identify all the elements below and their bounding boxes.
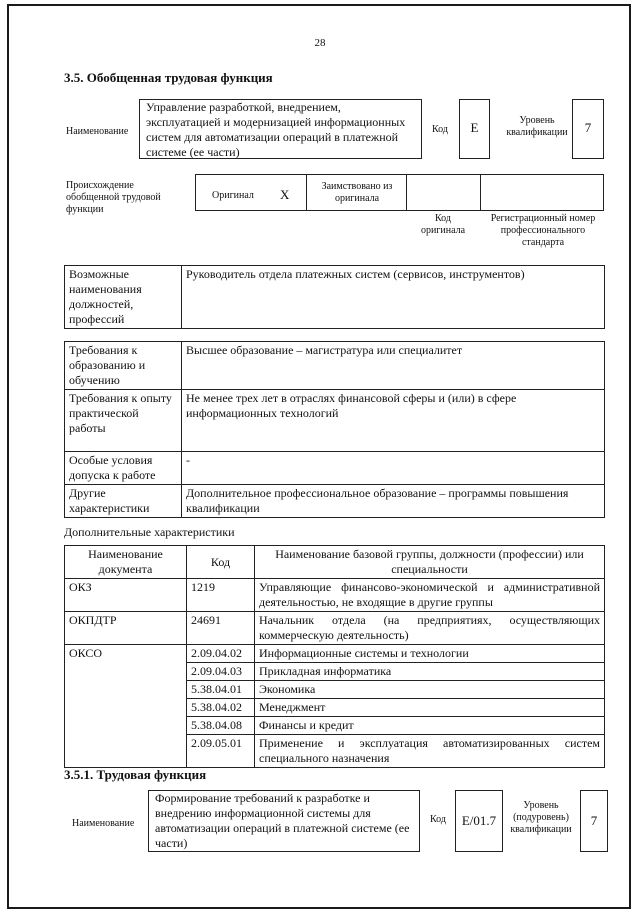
additional-table <box>64 545 605 768</box>
req-education-label: Требования к образованию и обучению <box>65 342 182 390</box>
sub-code-label: Код <box>430 814 446 825</box>
okz-name: Управляющие финансово-экономической и административной деятельностью, не входящие в другие группы <box>255 579 605 612</box>
req-other-value: Дополнительное профессиональное образование – программы повышения квалификации <box>182 485 605 518</box>
req-experience-label: Требования к опыту практической работы <box>65 390 182 452</box>
okpdtr-name: Начальник отдела (на предприятиях, осуществляющих коммерческую деятельность) <box>255 612 605 645</box>
okso-code: 2.09.05.01 <box>187 735 255 768</box>
okpdtr-code: 24691 <box>187 612 255 645</box>
okso-code: 2.09.04.03 <box>187 663 255 681</box>
additional-heading: Дополнительные характеристики <box>64 525 235 539</box>
sub-level-box <box>580 790 608 852</box>
okpdtr-doc: ОКПДТР <box>65 612 187 645</box>
sub-code-value: E/01.7 <box>461 813 497 828</box>
okso-code: 2.09.04.02 <box>187 645 255 663</box>
code-box <box>459 99 490 159</box>
okz-code: 1219 <box>187 579 255 612</box>
table-row <box>65 612 605 645</box>
sub-level-value: 7 <box>590 813 598 828</box>
level-label: Уровень квалификации <box>506 115 568 138</box>
positions-table <box>64 265 605 329</box>
origin-label: Происхождение обобщенной трудовой функции <box>66 180 161 215</box>
header-doc: Наименование документа <box>65 546 187 579</box>
req-other-label: Другие характеристики <box>65 485 182 518</box>
page-number: 28 <box>314 37 326 49</box>
code-label: Код <box>432 124 448 135</box>
okso-name: Применение и эксплуатация автоматизированных систем специального назначения <box>255 735 605 768</box>
req-education-value: Высшее образование – магистратура или специалитет <box>182 342 605 390</box>
req-admission-label: Особые условия допуска к работе <box>65 452 182 485</box>
original-mark: X <box>280 187 290 202</box>
okso-doc: ОКСО <box>65 645 187 768</box>
requirements-table <box>64 341 605 518</box>
okso-code: 5.38.04.08 <box>187 717 255 735</box>
req-experience-value: Не менее трех лет в отраслях финансовой сферы и (или) в сфере информационных технологий <box>182 390 605 452</box>
okz-doc: ОКЗ <box>65 579 187 612</box>
level-box <box>572 99 604 159</box>
header-name: Наименование базовой группы, должности (профессии) или специальности <box>255 546 605 579</box>
borrowed-label: Заимствовано из оригинала <box>321 181 393 204</box>
subsection-heading: 3.5.1. Трудовая функция <box>64 767 207 782</box>
sub-level-label: Уровень (подуровень) квалификации <box>510 800 572 835</box>
okso-code: 5.38.04.01 <box>187 681 255 699</box>
okso-code: 5.38.04.02 <box>187 699 255 717</box>
name-label: Наименование <box>66 126 129 137</box>
level-value: 7 <box>584 120 592 135</box>
name-value: Управление разработкой, внедрением, эксплуатацией и модернизацией информационных систем для автоматизации операций в платежной системе (ее части) <box>146 100 406 159</box>
code-value: E <box>470 120 479 135</box>
sub-name-label: Наименование <box>72 818 135 829</box>
origin-table <box>195 174 604 211</box>
original-label: Оригинал <box>212 190 254 201</box>
reg-number-caption: Регистрационный номер профессионального стандарта <box>490 213 596 248</box>
okso-name: Информационные системы и технологии <box>255 645 605 663</box>
header-code: Код <box>187 546 255 579</box>
req-admission-value: - <box>182 452 605 485</box>
sub-code-box <box>455 790 503 852</box>
name-box <box>139 99 422 159</box>
okso-name: Финансы и кредит <box>255 717 605 735</box>
table-row <box>65 645 605 663</box>
code-original-caption: Код оригинала <box>420 213 466 236</box>
okso-name: Менеджмент <box>255 699 605 717</box>
table-row <box>65 579 605 612</box>
sub-name-value: Формирование требований к разработке и внедрению информационной системы для автоматизации операций в платежной системе (ее части) <box>155 791 410 850</box>
section-heading: 3.5. Обобщенная трудовая функция <box>64 70 273 85</box>
okso-name: Экономика <box>255 681 605 699</box>
positions-value: Руководитель отдела платежных систем (сервисов, инструментов) <box>182 266 605 329</box>
sub-name-box <box>148 790 420 852</box>
positions-label: Возможные наименования должностей, профессий <box>65 266 182 329</box>
okso-name: Прикладная информатика <box>255 663 605 681</box>
